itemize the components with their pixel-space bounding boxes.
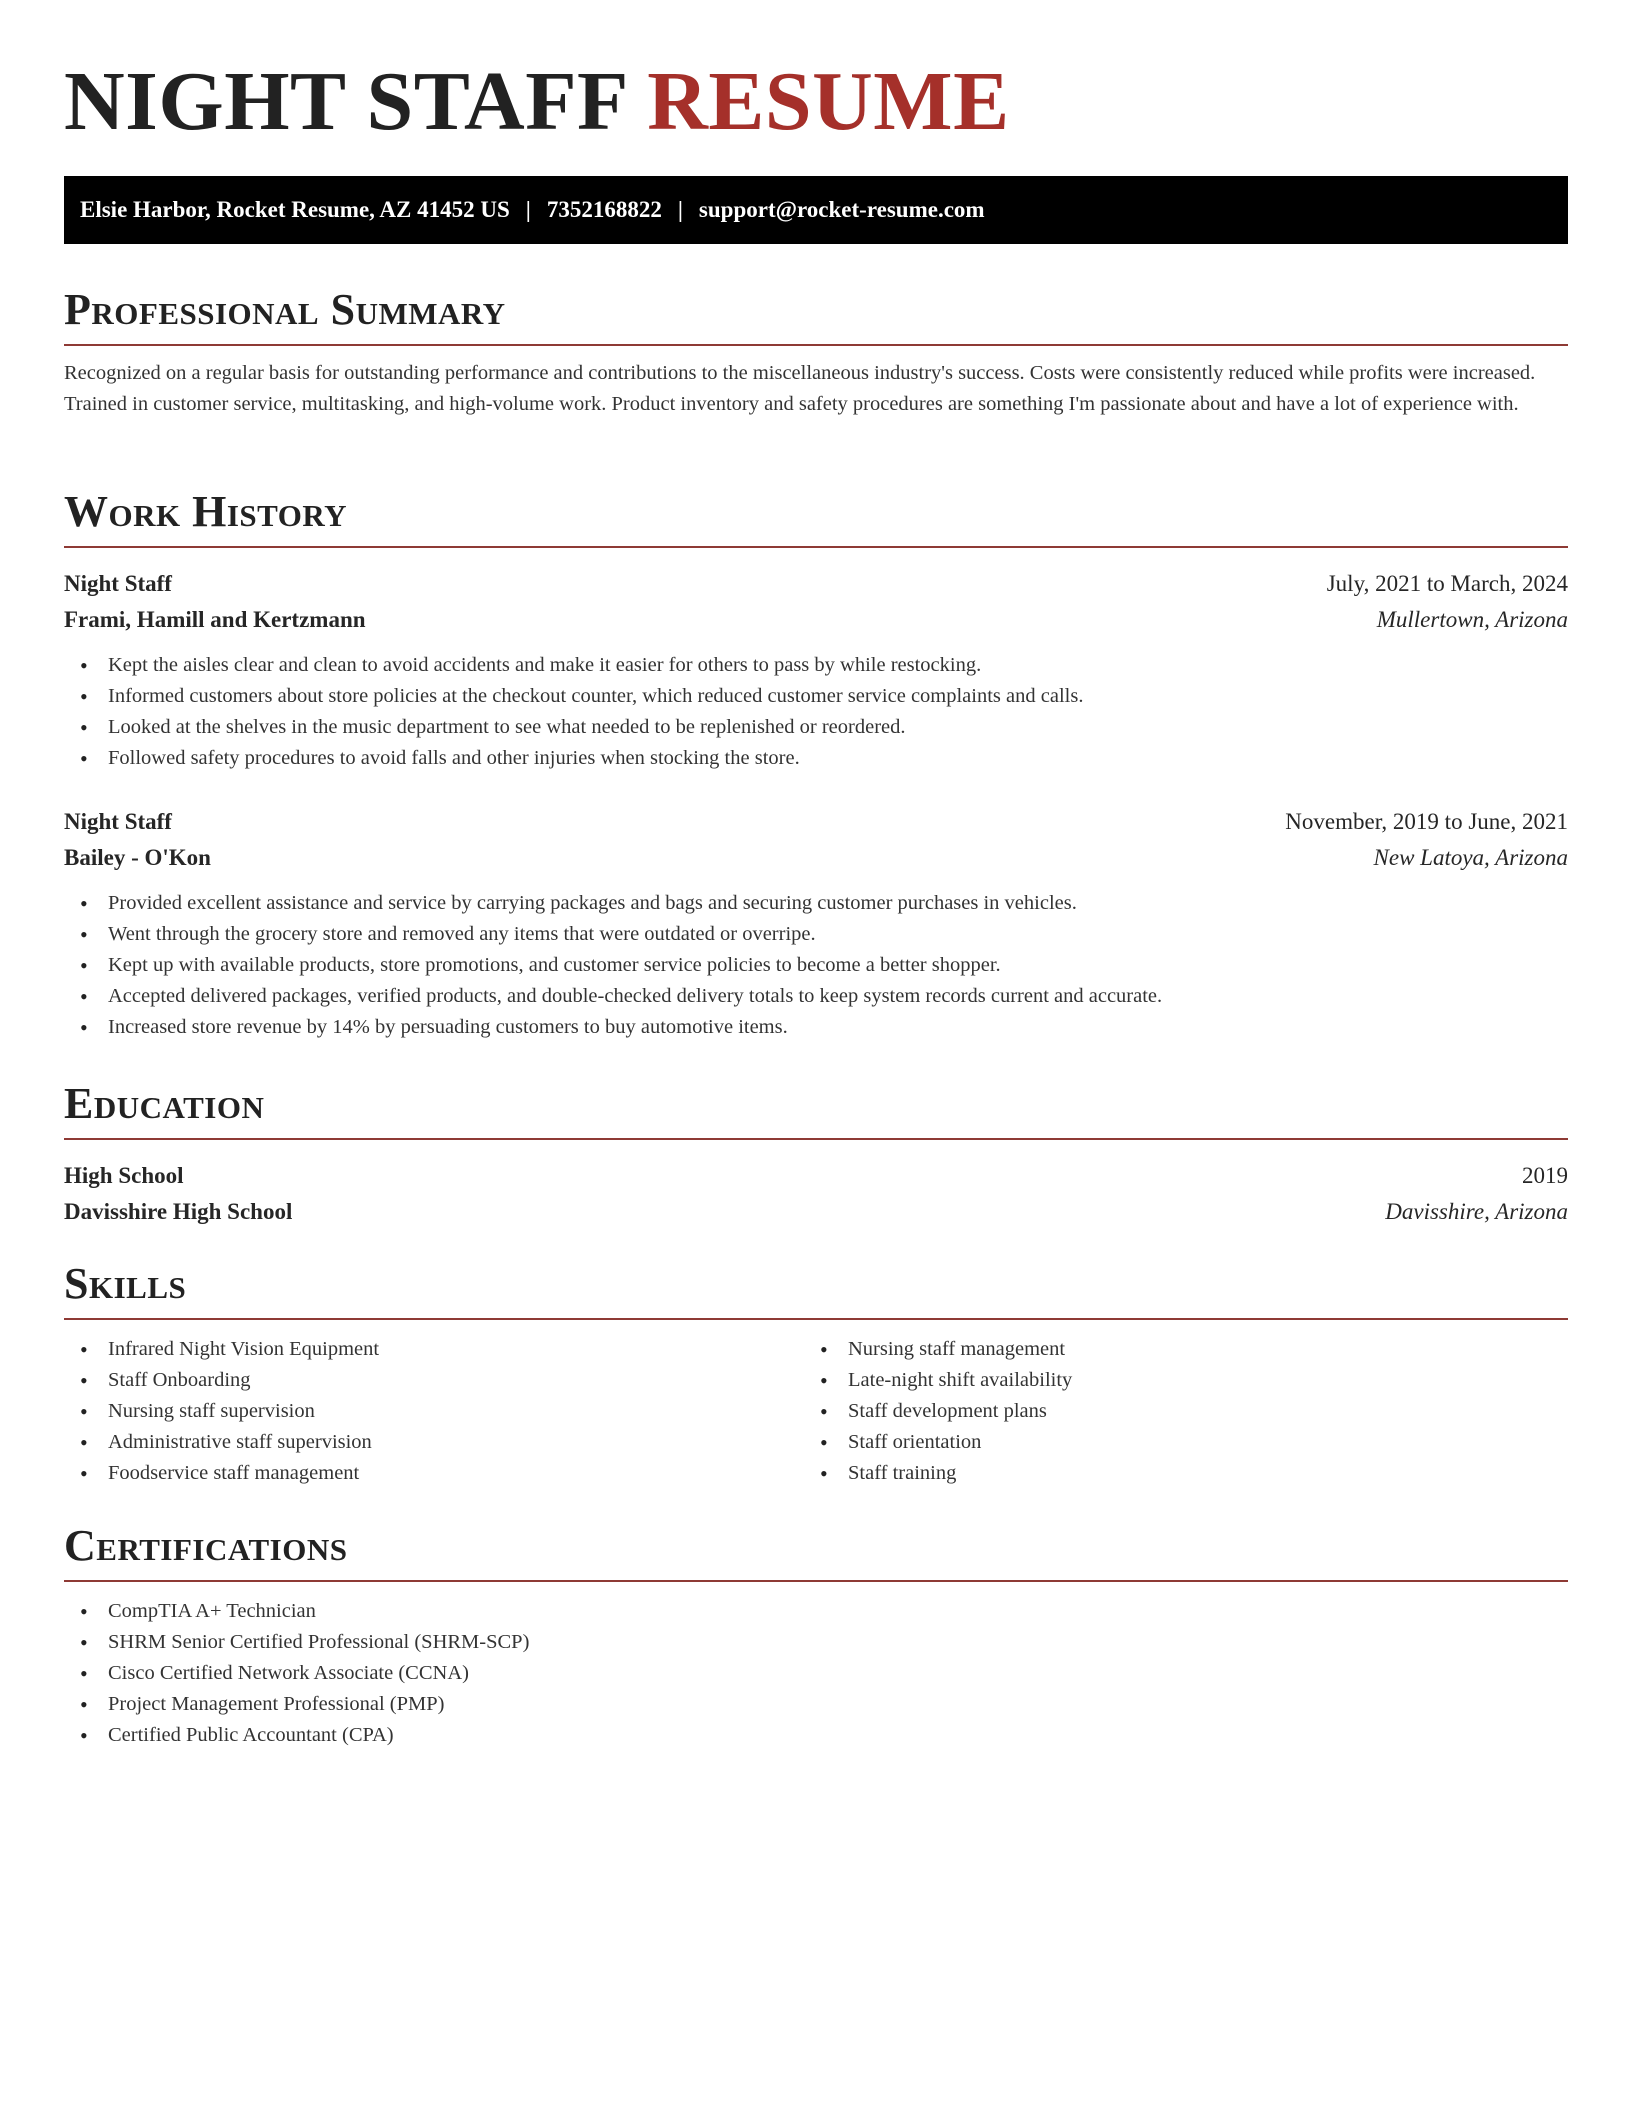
skill-item: • Nursing staff supervision xyxy=(64,1396,804,1427)
job-entry xyxy=(64,566,1568,774)
section-divider xyxy=(64,1138,1568,1140)
job-company: Frami, Hamill and Kertzmann xyxy=(64,607,366,632)
skills-column-right xyxy=(804,1334,1544,1489)
section-divider xyxy=(64,344,1568,346)
skills-heading: Skills xyxy=(64,1259,187,1308)
summary-section xyxy=(64,284,1568,420)
skill-item: • Late-night shift availability xyxy=(804,1365,1544,1396)
job-bullet: • Kept the aisles clear and clean to avoid accidents and make it easier for others to pass by while restocking. xyxy=(64,650,1568,681)
education-location: Davisshire, Arizona xyxy=(1385,1199,1568,1224)
skills-list xyxy=(64,1334,804,1489)
education-degree: High School xyxy=(64,1163,184,1188)
certification-item: • Project Management Professional (PMP) xyxy=(64,1689,1568,1720)
skill-item: • Staff orientation xyxy=(804,1427,1544,1458)
title-accent: RESUME xyxy=(647,55,1010,148)
job-location: Mullertown, Arizona xyxy=(1376,607,1568,632)
section-divider xyxy=(64,546,1568,548)
skill-item: • Nursing staff management xyxy=(804,1334,1544,1365)
education-year: 2019 xyxy=(1522,1163,1568,1188)
job-dates: November, 2019 to June, 2021 xyxy=(1285,809,1568,834)
job-bullet: • Went through the grocery store and removed any items that were outdated or overripe. xyxy=(64,919,1568,950)
job-bullet: • Accepted delivered packages, verified products, and double-checked delivery totals to keep system records current and accurate. xyxy=(64,981,1568,1012)
skill-item: • Foodservice staff management xyxy=(64,1458,804,1489)
skills-section xyxy=(64,1258,1568,1489)
job-entry xyxy=(64,804,1568,1043)
job-bullet: • Increased store revenue by 14% by persuading customers to buy automotive items. xyxy=(64,1012,1568,1043)
certification-item: • Cisco Certified Network Associate (CCNA) xyxy=(64,1658,1568,1689)
education-heading: Education xyxy=(64,1079,265,1128)
job-bullet: • Provided excellent assistance and service by carrying packages and bags and securing customer purchases in vehicles. xyxy=(64,888,1568,919)
skills-columns xyxy=(64,1334,1568,1489)
skill-item: • Administrative staff supervision xyxy=(64,1427,804,1458)
certification-item: • Certified Public Accountant (CPA) xyxy=(64,1720,1568,1751)
job-company: Bailey - O'Kon xyxy=(64,845,211,870)
resume-title xyxy=(64,52,1010,152)
certifications-heading: Certifications xyxy=(64,1521,348,1570)
certifications-list xyxy=(64,1596,1568,1751)
job-title: Night Staff xyxy=(64,809,172,834)
education-section xyxy=(64,1078,1568,1230)
education-school: Davisshire High School xyxy=(64,1199,293,1224)
section-divider xyxy=(64,1318,1568,1320)
summary-text: Recognized on a regular basis for outstanding performance and contributions to the miscellaneous industry's success. Costs were consistently reduced while profits were increased. Trained in customer service, multitasking, and high-volume work. Product inventory and safety procedures are something I'm passionate about and have a lot of experience with. xyxy=(64,362,1536,415)
job-bullet: • Looked at the shelves in the music department to see what needed to be replenished or reordered. xyxy=(64,712,1568,743)
contact-separator: | xyxy=(525,197,531,222)
certifications-section xyxy=(64,1520,1568,1751)
contact-bar xyxy=(64,176,1568,244)
section-divider xyxy=(64,1580,1568,1582)
skill-item: • Infrared Night Vision Equipment xyxy=(64,1334,804,1365)
title-main: NIGHT STAFF xyxy=(64,55,626,148)
contact-email: support@rocket-resume.com xyxy=(698,197,985,222)
job-bullet: • Informed customers about store policies at the checkout counter, which reduced customer service complaints and calls. xyxy=(64,681,1568,712)
certification-item: • CompTIA A+ Technician xyxy=(64,1596,1568,1627)
work-history-section xyxy=(64,486,1568,1043)
skill-item: • Staff development plans xyxy=(804,1396,1544,1427)
job-bullets xyxy=(64,650,1568,774)
job-bullet: • Followed safety procedures to avoid falls and other injuries when stocking the store. xyxy=(64,743,1568,774)
skill-item: • Staff training xyxy=(804,1458,1544,1489)
work-history-heading: Work History xyxy=(64,487,348,536)
summary-heading: Professional Summary xyxy=(64,285,506,334)
job-location: New Latoya, Arizona xyxy=(1373,845,1568,870)
skill-item: • Staff Onboarding xyxy=(64,1365,804,1396)
job-bullets xyxy=(64,888,1568,1043)
job-bullet: • Kept up with available products, store promotions, and customer service policies to become a better shopper. xyxy=(64,950,1568,981)
certification-item: • SHRM Senior Certified Professional (SHRM-SCP) xyxy=(64,1627,1568,1658)
contact-phone: 7352168822 xyxy=(546,197,662,222)
contact-separator: | xyxy=(677,197,683,222)
job-title: Night Staff xyxy=(64,571,172,596)
skills-list xyxy=(804,1334,1544,1489)
education-entry xyxy=(64,1158,1568,1230)
contact-address: Elsie Harbor, Rocket Resume, AZ 41452 US xyxy=(80,197,510,222)
skills-column-left xyxy=(64,1334,804,1489)
job-dates: July, 2021 to March, 2024 xyxy=(1326,571,1568,596)
